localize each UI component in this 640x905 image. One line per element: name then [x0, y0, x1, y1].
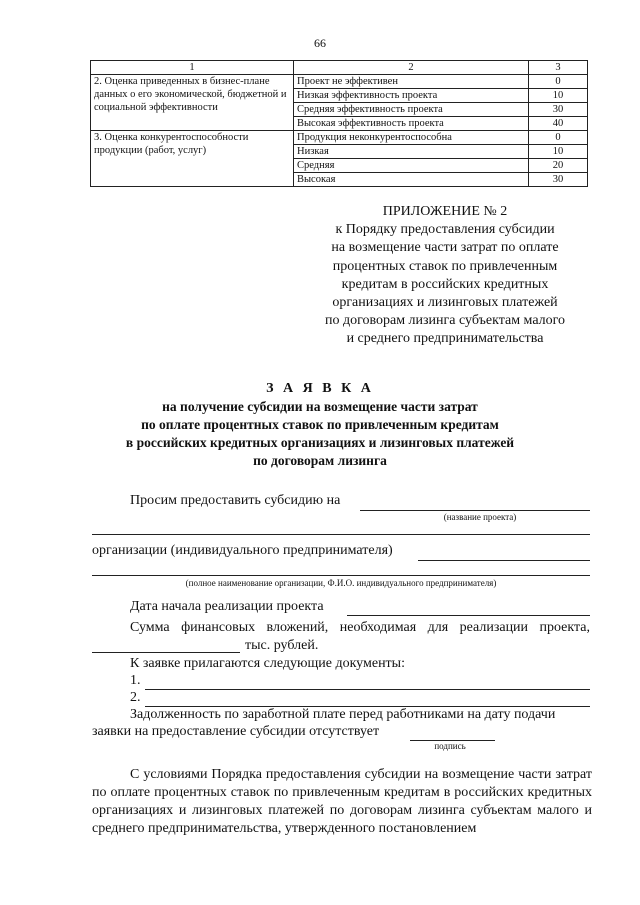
start-date-field[interactable] — [347, 615, 590, 616]
table-header-cell: 3 — [529, 61, 588, 75]
appendix-line: организациях и лизинговых платежей — [332, 295, 558, 311]
request-label: Просим предоставить субсидию на — [130, 493, 341, 508]
option-cell: Продукция неконкурентоспособна — [294, 131, 529, 145]
option-cell: Средняя эффективность проекта — [294, 103, 529, 117]
option-cell: Высокая эффективность проекта — [294, 117, 529, 131]
application-title — [60, 380, 580, 470]
document-field-1[interactable] — [145, 689, 590, 690]
score-cell: 0 — [529, 75, 588, 89]
appendix-line: на возмещение части затрат по оплате — [331, 240, 559, 256]
table-header-cell: 1 — [91, 61, 294, 75]
title-line: по оплате процентных ставок по привлеченным кредитам — [141, 417, 499, 432]
documents-label: К заявке прилагаются следующие документы: — [130, 656, 405, 671]
score-cell: 10 — [529, 89, 588, 103]
scoring-table — [90, 60, 588, 187]
signature-caption: подпись — [434, 741, 466, 751]
option-cell: Низкая эффективность проекта — [294, 89, 529, 103]
investment-label: Сумма финансовых вложений, необходимая для реализации проекта, — [130, 620, 590, 635]
title-main: З А Я В К А — [266, 381, 374, 396]
score-cell: 30 — [529, 173, 588, 187]
title-line: в российских кредитных организациях и лизинговых платежей — [125, 435, 515, 450]
page-number: 66 — [314, 36, 326, 50]
project-name-field-continued[interactable] — [92, 534, 590, 535]
appendix-header — [300, 203, 590, 349]
title-line: по договорам лизинга — [253, 453, 387, 468]
score-cell: 10 — [529, 145, 588, 159]
table-header-cell: 2 — [294, 61, 529, 75]
score-cell: 40 — [529, 117, 588, 131]
organization-field-continued[interactable] — [92, 575, 590, 576]
table-row — [91, 131, 588, 145]
terms-paragraph: С условиями Порядка предоставления субсидии на возмещение части затрат по оплате процентных ставок по привлеченным кредитам в российских кредитных организациях и лизинговых платежей по договорам лизинга субъектам малого и среднего предпринимательства, утвержденного постановлением — [92, 767, 592, 836]
score-cell: 30 — [529, 103, 588, 117]
project-name-field[interactable] — [360, 510, 590, 511]
title-line: на получение субсидии на возмещение части затрат — [162, 399, 478, 414]
investment-amount-field[interactable] — [92, 652, 240, 653]
start-date-label: Дата начала реализации проекта — [130, 599, 324, 614]
option-cell: Средняя — [294, 159, 529, 173]
option-cell: Низкая — [294, 145, 529, 159]
appendix-line: и среднего предпринимательства — [346, 331, 544, 347]
document-item-number: 2. — [130, 690, 141, 705]
appendix-title: ПРИЛОЖЕНИЕ № 2 — [382, 204, 508, 219]
criterion-cell: 3. Оценка конкурентоспособности продукции (работ, услуг) — [91, 131, 294, 187]
appendix-line: по договорам лизинга субъектам малого — [324, 313, 566, 329]
debt-statement-line2: заявки на предоставление субсидии отсутствует — [92, 724, 380, 739]
document-item-number: 1. — [130, 673, 141, 688]
organization-caption: (полное наименование организации, Ф.И.О. индивидуального предпринимателя) — [185, 578, 497, 588]
currency-label: тыс. рублей. — [245, 638, 319, 653]
appendix-line: кредитам в российских кредитных — [341, 276, 549, 292]
debt-statement-line1: Задолженность по заработной плате перед работниками на дату подачи — [130, 707, 556, 722]
appendix-line: к Порядку предоставления субсидии — [335, 222, 555, 238]
option-cell: Высокая — [294, 173, 529, 187]
score-cell: 0 — [529, 131, 588, 145]
appendix-line: процентных ставок по привлеченным — [332, 258, 558, 274]
project-name-caption: (название проекта) — [443, 512, 517, 522]
organization-label: организации (индивидуального предпринимателя) — [92, 543, 393, 558]
table-row — [91, 75, 588, 89]
organization-field[interactable] — [418, 560, 590, 561]
criterion-cell: 2. Оценка приведенных в бизнес-плане данных о его экономической, бюджетной и социальной эффективности — [91, 75, 294, 131]
option-cell: Проект не эффективен — [294, 75, 529, 89]
table-header-row — [91, 61, 588, 75]
score-cell: 20 — [529, 159, 588, 173]
